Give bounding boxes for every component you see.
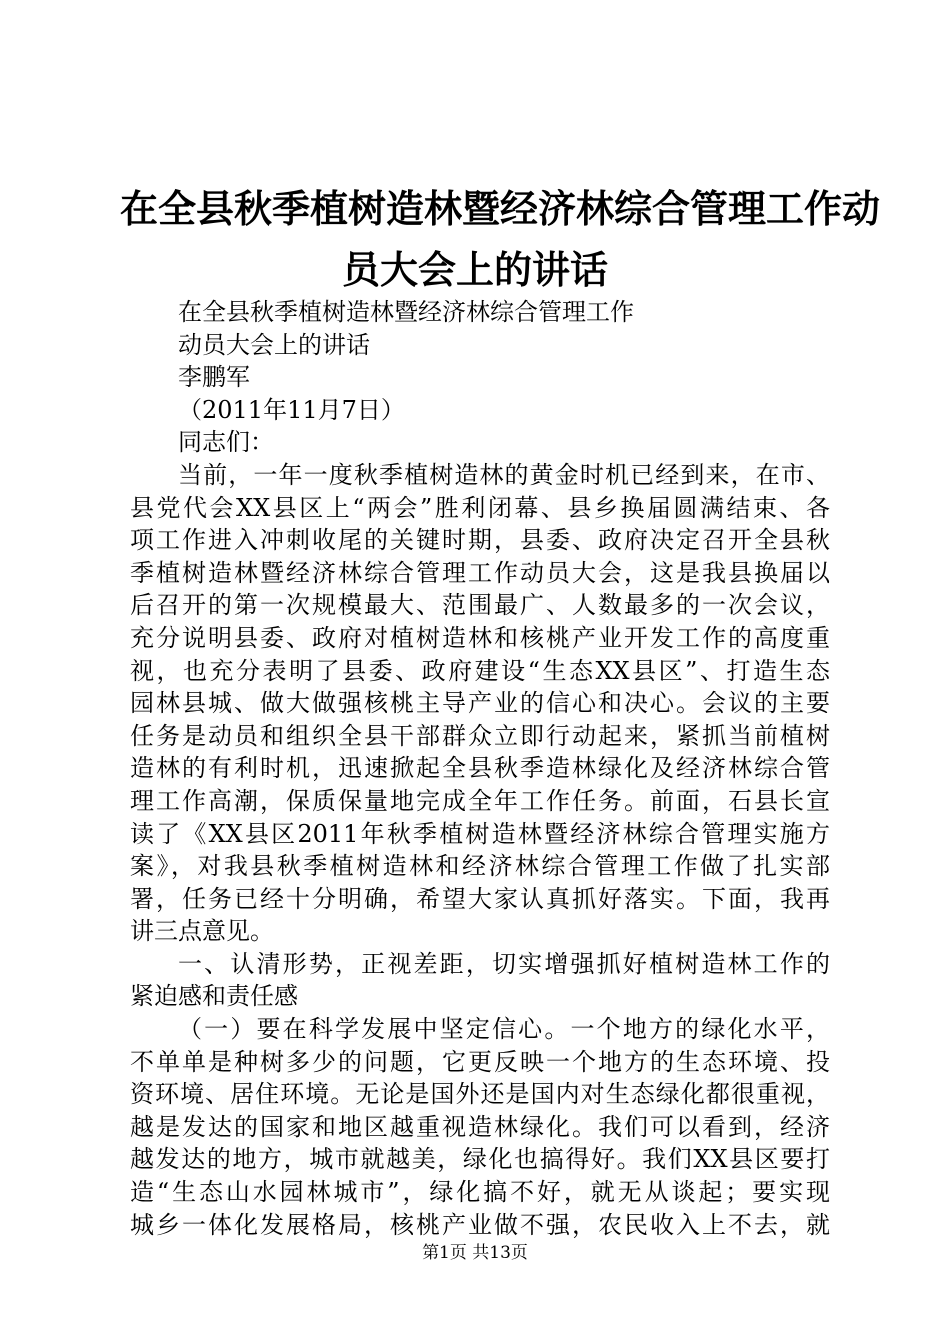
document-title-line-1: 在全县秋季植树造林暨经济林综合管理工作动	[120, 186, 881, 231]
page-footer: 第1页 共13页	[422, 1243, 528, 1263]
body-line: 园林县城、做大做强核桃主导产业的信心和决心。会议的主要	[130, 689, 830, 718]
body-line: （一）要在科学发展中坚定信心。一个地方的绿化水平，	[178, 1015, 830, 1044]
body-line: 资环境、居住环境。无论是国外还是国内对生态绿化都很重视，	[130, 1080, 830, 1109]
body-line: 城乡一体化发展格局，核桃产业做不强，农民收入上不去，就	[130, 1210, 830, 1239]
body-line: 充分说明县委、政府对植树造林和核桃产业开发工作的高度重	[130, 623, 830, 652]
document-title-line-2: 员大会上的讲话	[341, 247, 608, 292]
body-line: 动员大会上的讲话	[178, 330, 370, 359]
body-line: 当前，一年一度秋季植树造林的黄金时机已经到来，在市、	[178, 460, 830, 489]
body-line: 越是发达的国家和地区越重视造林绿化。我们可以看到，经济	[130, 1112, 830, 1141]
body-line: 李鹏军	[178, 363, 250, 392]
body-line: 季植树造林暨经济林综合管理工作动员大会，这是我县换届以	[130, 558, 830, 587]
body-line: 项工作进入冲刺收尾的关键时期，县委、政府决定召开全县秋	[130, 526, 830, 555]
body-line: 理工作高潮，保质保量地完成全年工作任务。前面，石县长宣	[130, 786, 830, 815]
body-line: （2011年11月7日）	[178, 395, 405, 424]
body-line: 越发达的地方，城市就越美，绿化也搞得好。我们XX县区要打	[130, 1145, 830, 1174]
body-line: 视，也充分表明了县委、政府建设“生态XX县区”、打造生态	[130, 656, 830, 685]
body-line: 任务是动员和组织全县干部群众立即行动起来，紧抓当前植树	[130, 721, 830, 750]
body-line: 署，任务已经十分明确，希望大家认真抓好落实。下面，我再	[130, 884, 830, 913]
document-body	[130, 296, 830, 1241]
body-line: 同志们：	[178, 428, 274, 457]
body-line: 造“生态山水园林城市”，绿化搞不好，就无从谈起；要实现	[130, 1178, 830, 1207]
body-line: 县党代会XX县区上“两会”胜利闭幕、县乡换届圆满结束、各	[130, 493, 830, 522]
body-line: 后召开的第一次规模最大、范围最广、人数最多的一次会议，	[130, 591, 830, 620]
body-line: 造林的有利时机，迅速掀起全县秋季造林绿化及经济林综合管	[130, 754, 830, 783]
body-line: 不单单是种树多少的问题，它更反映一个地方的生态环境、投	[130, 1047, 830, 1076]
body-line: 案》，对我县秋季植树造林和经济林综合管理工作做了扎实部	[130, 852, 830, 881]
body-line: 在全县秋季植树造林暨经济林综合管理工作	[178, 298, 634, 326]
body-line: 读了《XX县区2011年秋季植树造林暨经济林综合管理实施方	[130, 819, 830, 848]
body-line: 一、认清形势，正视差距，切实增强抓好植树造林工作的	[178, 949, 830, 978]
body-line: 紧迫感和责任感	[130, 982, 298, 1011]
body-line: 讲三点意见。	[130, 917, 274, 946]
